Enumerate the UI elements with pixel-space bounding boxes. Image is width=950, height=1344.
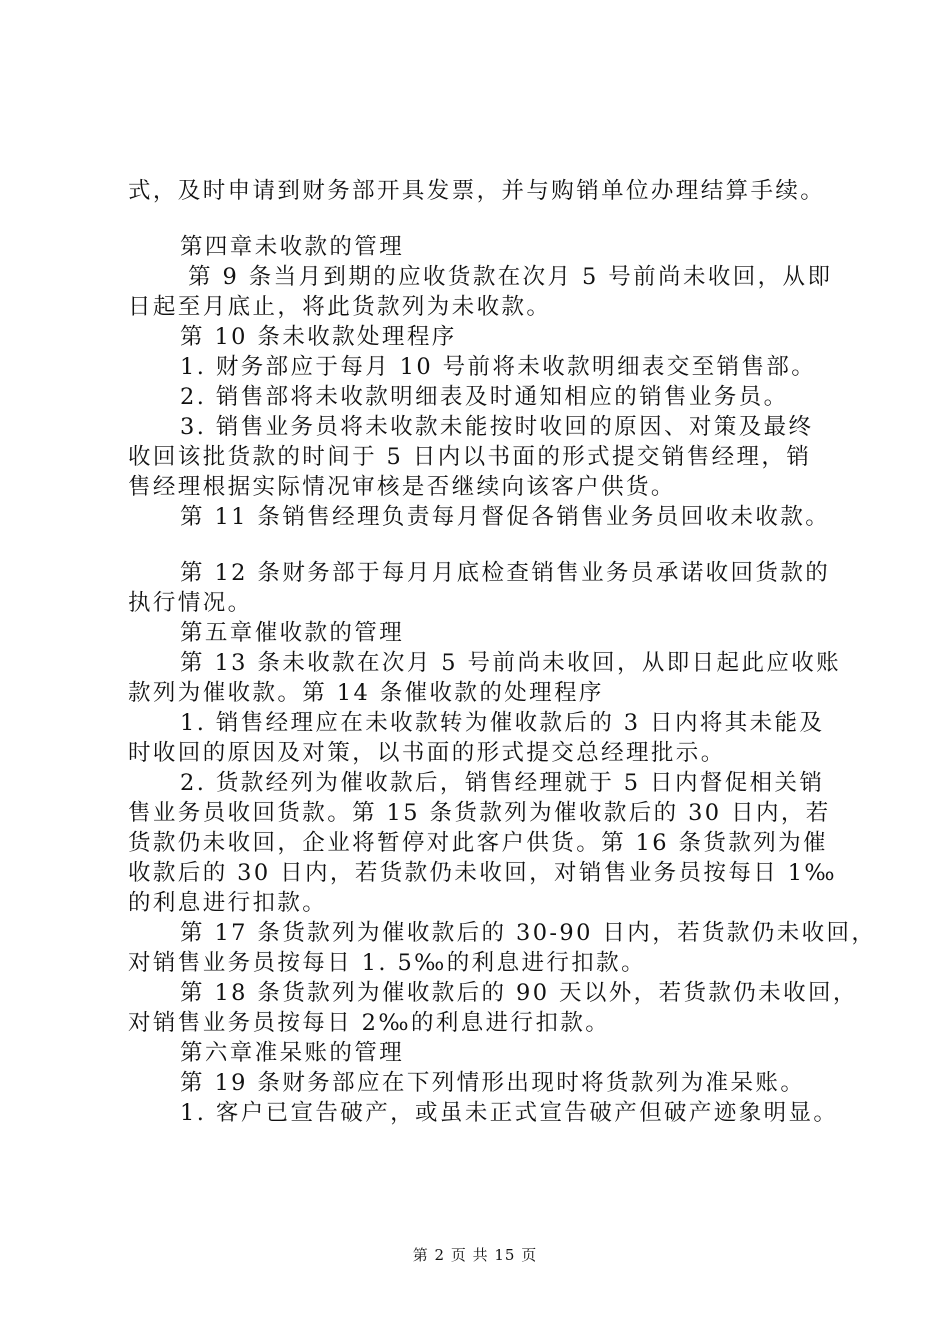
text-line: 执行情况。 (128, 590, 253, 616)
text-line: 式，及时申请到财务部开具发票，并与购销单位办理结算手续。 (128, 178, 826, 204)
page-number-footer: 第 2 页 共 15 页 (412, 1246, 538, 1264)
text-line: 收款后的 30 日内，若货款仍未收回，对销售业务员按每日 1‰ (128, 860, 837, 886)
text-line: 第 12 条财务部于每月月底检查销售业务员承诺收回货款的 (180, 560, 831, 586)
list-item: 1. 客户已宣告破产，或虽未正式宣告破产但破产迹象明显。 (180, 1100, 839, 1126)
text-line: 第 18 条货款列为催收款后的 90 天以外，若货款仍未收回， (180, 980, 858, 1006)
list-item: 2. 销售部将未收款明细表及时通知相应的销售业务员。 (180, 384, 789, 410)
list-item: 1. 财务部应于每月 10 号前将未收款明细表交至销售部。 (180, 354, 817, 380)
text-line: 日起至月底止，将此货款列为未收款。 (128, 294, 552, 320)
text-line: 收回该批货款的时间于 5 日内以书面的形式提交销售经理，销 (128, 444, 812, 470)
text-line: 对销售业务员按每日 2‰的利息进行扣款。 (128, 1010, 611, 1036)
text-line: 售经理根据实际情况审核是否继续向该客户供货。 (128, 474, 676, 500)
list-item: 2. 货款经列为催收款后，销售经理就于 5 日内督促相关销 (180, 770, 825, 796)
text-line: 第 9 条当月到期的应收货款在次月 5 号前尚未收回，从即 (188, 264, 833, 290)
text-line: 第 13 条未收款在次月 5 号前尚未收回，从即日起此应收账 (180, 650, 842, 676)
article-heading: 第 10 条未收款处理程序 (180, 324, 457, 350)
document-body (128, 176, 877, 1128)
text-line: 第 19 条财务部应在下列情形出现时将货款列为准呆账。 (180, 1070, 806, 1096)
chapter-heading: 第六章准呆账的管理 (180, 1040, 405, 1066)
text-line: 款列为催收款。第 14 条催收款的处理程序 (128, 680, 604, 706)
text-line: 第 17 条货款列为催收款后的 30-90 日内，若货款仍未收回， (180, 920, 877, 946)
chapter-heading: 第五章催收款的管理 (180, 620, 405, 646)
text-line: 售业务员收回货款。第 15 条货款列为催收款后的 30 日内，若 (128, 800, 831, 826)
list-item: 1. 销售经理应在未收款转为催收款后的 3 日内将其未能及 (180, 710, 825, 736)
text-line: 时收回的原因及对策，以书面的形式提交总经理批示。 (128, 740, 726, 766)
text-line: 货款仍未收回，企业将暂停对此客户供货。第 16 条货款列为催 (128, 830, 828, 856)
text-line: 第 11 条销售经理负责每月督促各销售业务员回收未收款。 (180, 504, 831, 530)
chapter-heading: 第四章未收款的管理 (180, 234, 405, 260)
text-line: 的利息进行扣款。 (128, 890, 328, 916)
list-item: 3. 销售业务员将未收款未能按时收回的原因、对策及最终 (180, 414, 814, 440)
text-line: 对销售业务员按每日 1. 5‰的利息进行扣款。 (128, 950, 646, 976)
